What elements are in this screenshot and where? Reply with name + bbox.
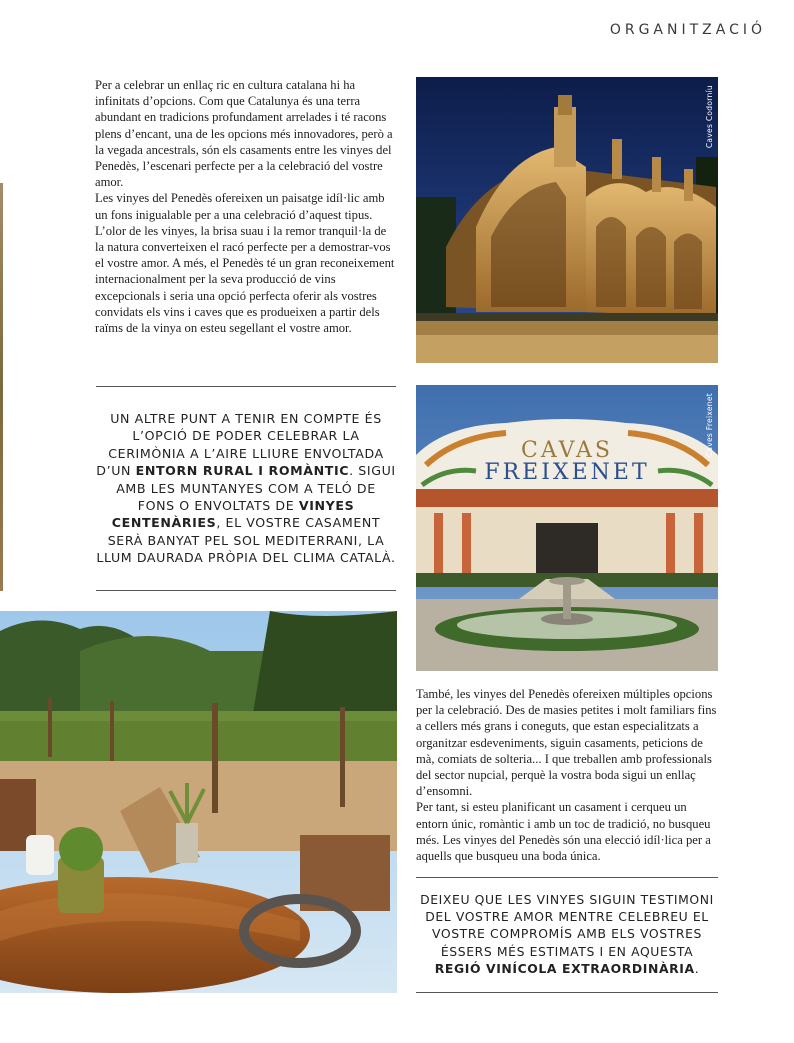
codorniu-cellar-photo (416, 77, 718, 363)
quote2-highlight: REGIÓ VINÍCOLA EXTRAORDINÀRIA (434, 960, 695, 976)
divider-middle (96, 590, 396, 591)
outro-text (416, 686, 718, 864)
freixenet-building-photo (416, 385, 718, 671)
divider-top (96, 386, 396, 387)
quote1-text-a: UN ALTRE PUNT A TENIR EN COMPTE ÉS L’OPCIÓ DE PODER CELEBRAR LA CERIMÒNIA A L’AIRE LLIURE ENVOLTADA D’UN (96, 411, 384, 479)
quote2-text-b: . (694, 960, 700, 976)
quote1-highlight-b: VINYES CENTENÀRIES (111, 498, 355, 531)
quote1-text-c: , EL VOSTRE CASAMENT SERÀ BANYAT PEL SOL MEDITERRANI, LA LLUM DAURADA PRÒPIA DEL CLIMA CATALÀ. (96, 515, 396, 566)
freixenet-sign-bottom: FREIXENET (484, 460, 650, 485)
intro-paragraph-2: Les vinyes del Penedès ofereixen un paisatge idíl·lic amb un fons inigualable per a una celebració d’aquest tipus. (95, 191, 385, 222)
freixenet-photo-credit: Caves Freixenet (705, 393, 714, 458)
freixenet-sign-top: CAVAS (521, 438, 613, 463)
codorniu-photo-credit: Caves Codorníu (705, 85, 714, 149)
vineyard-terrace-photo (0, 611, 397, 993)
divider-bottom-lower (416, 992, 718, 993)
quote1-highlight-a: ENTORN RURAL I ROMÀNTIC (135, 463, 350, 479)
section-label: ORGANITZACIÓ (609, 22, 766, 38)
pull-quote-2 (416, 891, 718, 977)
quote1-text-b: . SIGUI AMB LES MUNTANYES COM A TELÓ DE FONS O ENVOLTATS DE (116, 463, 396, 514)
quote2-text-a: DEIXEU QUE LES VINYES SIGUIN TESTIMONI DEL VOSTRE AMOR MENTRE CELEBREU EL VOSTRE COMPROMÍS AMB ELS VOSTRES ÉSSERS MÉS ESTIMATS I EN AQUESTA (420, 892, 714, 959)
intro-paragraph-3: L’olor de les vinyes, la brisa suau i la remor tranquil·la de la natura converteixen el racó perfecte per a demostrar-vos el vostre amor. A més, el Penedès té un gran reconeixement internacionalment per la seva producció de vins excepcionals i seria una opció perfecta oferir als vostres convidats els vins i caves que es produeixen a partir dels raïms de la vinya on esteu segellant el vostre amor. (95, 223, 395, 336)
outro-paragraph-1: També, les vinyes del Penedès ofereixen múltiples opcions per la celebració. Des de masies petites i molt familiars fins a cellers més grans i coneguts, que estan especialitzats a organitzar esdeveniments, siguin casaments, peticions de mà, comiats de solteria... I que treballen amb professionals del sector nupcial, perquè la vostra boda sigui un enllaç d’ensomni. (416, 687, 717, 799)
left-edge-image (0, 183, 3, 591)
intro-text (95, 77, 398, 336)
divider-bottom-upper (416, 877, 718, 878)
intro-paragraph-1: Per a celebrar un enllaç ric en cultura catalana hi ha infinitats d’opcions. Com que Catalunya és una terra abundant en tradicions profundament arrelades i té racons plens d’encant, una de les opcions més innovadores, però a la vegada ancestrals, són els casaments entre les vinyes del Penedès, l’escenari perfecte per a la celebració del vostre amor. (95, 78, 393, 190)
outro-paragraph-2: Per tant, si esteu planificant un casament i cerqueu un entorn únic, romàntic i amb un toc de tradició, no busqueu més. Les vinyes del Penedès són una elecció idíl·lica per a aquells que busqueu una boda única. (416, 800, 711, 864)
pull-quote-1 (96, 410, 396, 567)
